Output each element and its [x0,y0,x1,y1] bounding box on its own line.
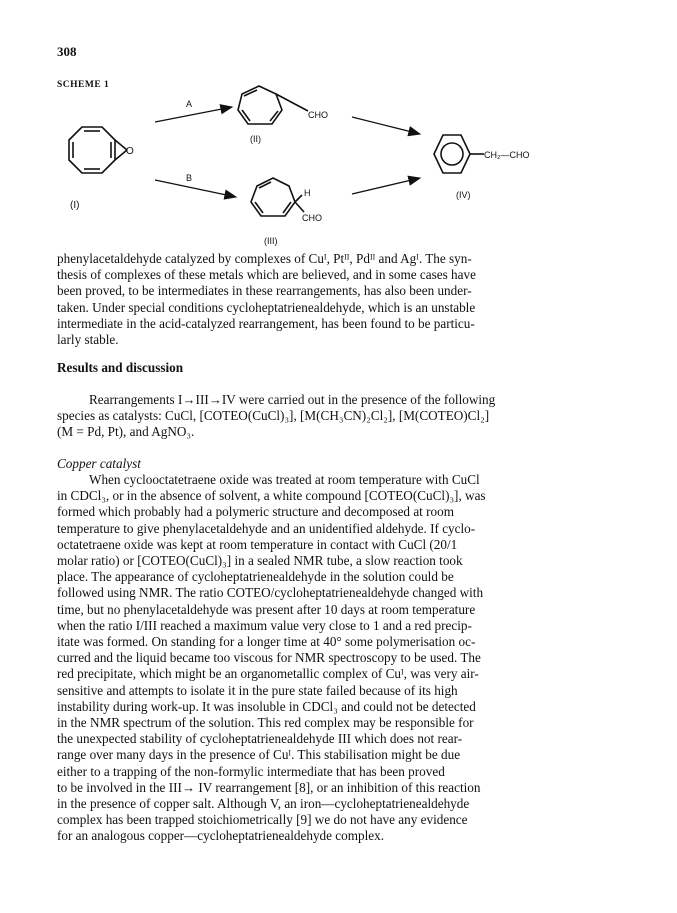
intro-line: intermediate in the acid-catalyzed rearrangement, has been found to be particu- [57,315,475,331]
intro-line: taken. Under special conditions cycloheptatrienealdehyde, which is an unstable [57,299,476,315]
compound-iv-structure [434,135,484,173]
intro-line: larly stable. [57,332,119,348]
copper-line: in the presence of copper salt. Although V, an iron—cycloheptatrienealdehyde [57,796,470,812]
copper-line: curred and the liquid became too viscous for NMR spectroscopy to be used. The [57,650,481,666]
arrow-path-b [155,180,236,197]
copper-line: when the ratio I/III reached a maximum value very close to 1 and a red precip- [57,617,472,633]
compound-i-structure [69,127,127,173]
compound-i-label: (I) [70,200,80,211]
copper-line: time, but no phenylacetaldehyde was present after 10 days at room temperature [57,601,476,617]
arrow-path-a [155,107,232,122]
copper-line: place. The appearance of cycloheptatrienealdehyde in the solution could be [57,569,454,585]
results-paragraph [57,392,622,441]
copper-line: complex has been trapped stoichiometrically [9] we do not have any evidence [57,812,468,828]
intro-line: thesis of complexes of these metals which are believed, and in some cases have [57,267,476,283]
scheme-label: SCHEME 1 [57,80,110,90]
results-line: (M = Pd, Pt), and AgNO₃. [57,424,195,440]
results-heading: Results and discussion [57,360,184,375]
copper-line: When cyclooctatetraene oxide was treated at room temperature with CuCl [89,472,480,487]
cho-label-iii: CHO [302,213,322,223]
ch2-cho-label: CH₂—CHO [484,150,530,160]
compound-ii-label: (II) [250,134,261,144]
copper-line: to be involved in the III→ IV rearrangement [8], or an inhibition of this reaction [57,779,481,795]
copper-line: in the NMR spectrum of the solution. This red complex may be responsible for [57,715,474,731]
copper-line: range over many days in the presence of Cuᴵ. This stabilisation might be due [57,747,461,763]
compound-ii-structure [238,86,308,124]
intro-line: been proved, to be intermediates in these rearrangements, has also been under- [57,283,472,299]
copper-line: the unexpected stability of cycloheptatrienealdehyde III which does not rear- [57,731,463,747]
page-number: 308 [57,44,77,59]
arrow-iii-to-iv [352,178,420,194]
copper-line: followed using NMR. The ratio COTEO/cycloheptatrienealdehyde changed with [57,585,484,601]
compound-iii-structure [251,178,304,216]
copper-line: molar ratio) or [COTEO(CuCl)₃] in a sealed NMR tube, a slow reaction took [57,553,463,569]
copper-line: itate was formed. On standing for a longer time at 40° some polymerisation oc- [57,634,476,650]
compound-iv-label: (IV) [456,190,471,200]
oxygen-atom-label: O [126,146,134,157]
compound-iii-label: (III) [264,236,278,246]
results-line: Rearrangements I→III→IV were carried out in the presence of the following [89,392,496,407]
path-a-label: A [186,99,193,109]
copper-line: red precipitate, which might be an organometallic complex of Cuᴵ, was very air- [57,666,479,682]
copper-line: temperature to give phenylacetaldehyde and an unidentified aldehyde. If cyclo- [57,520,476,536]
intro-paragraph [57,251,622,348]
arrow-ii-to-iv [352,117,420,134]
h-label-iii: H [304,188,311,198]
cho-label-ii: CHO [308,110,328,120]
reaction-scheme [40,82,640,254]
results-line: species as catalysts: CuCl, [COTEO(CuCl)₃], [M(CH₃CN)₂Cl₂], [M(COTEO)Cl₂] [57,408,490,424]
copper-line: octatetraene oxide was kept at room temperature in contact with CuCl (20/1 [57,536,458,552]
copper-line: either to a trapping of the non-formylic intermediate that has been proved [57,763,445,779]
copper-paragraph [57,472,622,845]
copper-line: instability during work-up. It was insoluble in CDCl₃ and could not be detected [57,698,476,714]
copper-line: sensitive and attempts to isolate it in the pure state failed because of its high [57,682,458,698]
copper-line: formed which probably had a polymeric structure and decomposed at room [57,504,454,520]
path-b-label: B [186,173,193,183]
copper-line: in CDCl₃, or in the absence of solvent, a white compound [COTEO(CuCl)₃], was [57,488,486,504]
copper-line: for an analogous copper—cycloheptatrienealdehyde complex. [57,828,384,844]
copper-catalyst-heading: Copper catalyst [57,456,141,471]
intro-line: phenylacetaldehyde catalyzed by complexes of Cuᴵ, Ptᴵᴵ, Pdᴵᴵ and Agᴵ. The syn- [57,251,472,266]
